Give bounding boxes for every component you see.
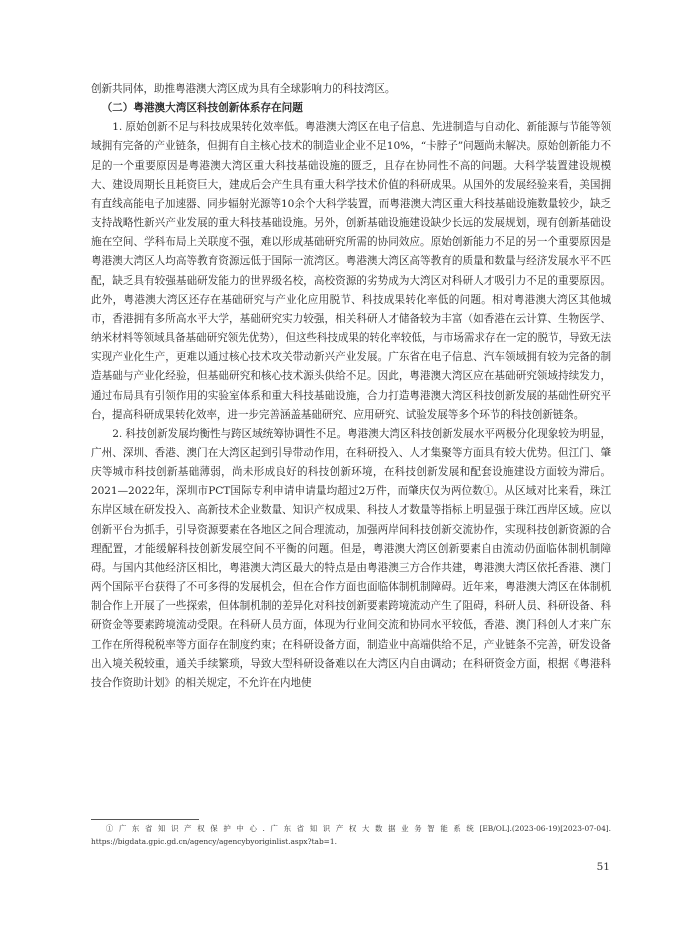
footnote-divider bbox=[91, 819, 199, 820]
article-body bbox=[91, 80, 611, 693]
paragraph-continued: 创新共同体，助推粤港澳大湾区成为具有全球影响力的科技湾区。 bbox=[91, 83, 396, 95]
page-number: 51 bbox=[596, 861, 610, 873]
paragraph-original-innovation: 1. 原始创新不足与科技成果转化效率低。粤港澳大湾区在电子信息、先进制造与自动化、新能源与节能等领域拥有完备的产业链条，但拥有自主核心技术的制造业企业不足10%，“卡脖子”问题尚未解决。原始创新能力不足的一个重要原因是粤港澳大湾区重大科技基础设施的匮乏，且存在协同性不高的问题。大科学装置建设规模大、建设周期长且耗资巨大，建成后会产生具有重大科学技术价值的科研成果。从国外的发展经验来看，美国拥有直线高能电子加速器、同步辐射光源等10余个大科学装置，而粤港澳大湾区重大科技基础设施数量较少，缺乏支持战略性新兴产业发展的重大科技基础设施。另外，创新基础设施建设缺少长远的发展规划，现有创新基础设施在空间、学科布局上关联度不强，难以形成基础研究所需的协同效应。原始创新能力不足的另一个重要原因是粤港澳大湾区人均高等教育资源远低于国际一流湾区。粤港澳大湾区高等教育的质量和数量与经济发展水平不匹配，缺乏具有较强基础研发能力的世界级名校，高校资源的劣势成为大湾区对科研人才吸引力不足的重要原因。此外，粤港澳大湾区还存在基础研究与产业化应用脱节、科技成果转化率低的问题。相对粤港澳大湾区其他城市，香港拥有多所高水平大学，基础研究实力较强，相关科研人才储备较为丰富（如香港在云计算、生物医学、纳米材料等领域具备基础研究领先优势），但这些科技成果的转化率较低，与市场需求存在一定的脱节，导致无法实现产业化生产，更难以通过核心技术攻关带动新兴产业发展。广东省在电子信息、汽车领域拥有较为完备的制造基础与产业化经验，但基础研究和核心技术源头供给不足。因此，粤港澳大湾区应在基础研究领域持续发力，通过布局具有引领作用的实验室体系和重大科技基础设施，合力打造粤港澳大湾区科技创新发展的基础性研究平台，提高科研成果转化效率，进一步完善涵盖基础研究、应用研究、试验发展等多个环节的科技创新链条。 bbox=[91, 121, 611, 421]
footnote: ①广东省知识产权保护中心.广东省知识产权大数据业务智能系统[EB/OL].(2023-06-19)[2023-07-04]. https://bigdata.gpic.gd.cn/agency/agencybyoriginlist.aspx?tab=1. bbox=[91, 824, 611, 846]
paragraph-regional-balance: 2. 科技创新发展均衡性与跨区域统筹协调性不足。粤港澳大湾区科技创新发展水平两极分化现象较为明显，广州、深圳、香港、澳门在大湾区起到引导带动作用，在科研投入、人才集聚等方面具有较大优势。但江门、肇庆等城市科技创新基础薄弱，尚未形成良好的科技创新环境，在科技创新发展和配套设施建设方面较为滞后。2021—2022年，深圳市PCT国际专利申请申请量均超过2万件，而肇庆仅为两位数①。从区域对比来看，珠江东岸区域在研发投入、高新技术企业数量、知识产权成果、科技人才数量等指标上明显强于珠江西岸区域。应以创新平台为抓手，引导资源要素在各地区之间合理流动，加强两岸间科技创新交流协作，实现科技创新资源的合理配置，才能缓解科技创新发展空间不平衡的问题。但是，粤港澳大湾区创新要素自由流动仍面临体制机制障碍。与国内其他经济区相比，粤港澳大湾区最大的特点是由粤港澳三方合作共建，粤港澳大湾区依托香港、澳门两个国际平台获得了不可多得的发展机会，但在合作方面也面临体制机制障碍。近年来，粤港澳大湾区在体制机制合作上开展了一些探索，但体制机制的差异化对科技创新要素跨境流动产生了阻碍，科研人员、科研设备、科研资金等要素跨境流动受限。在科研人员方面，体现为行业间交流和协同水平较低，香港、澳门科创人才来广东工作在所得税税率等方面存在制度约束；在科研设备方面，制造业中高端供给不足，产业链条不完善，研发设备出入境关税较重，通关手续繁琐，导致大型科研设备难以在大湾区内自由调动；在科研资金方面，根据《粤港科技合作资助计划》的相关规定，不允许在内地使 bbox=[91, 427, 611, 689]
section-heading: （二）粤港澳大湾区科技创新体系存在问题 bbox=[101, 102, 303, 115]
